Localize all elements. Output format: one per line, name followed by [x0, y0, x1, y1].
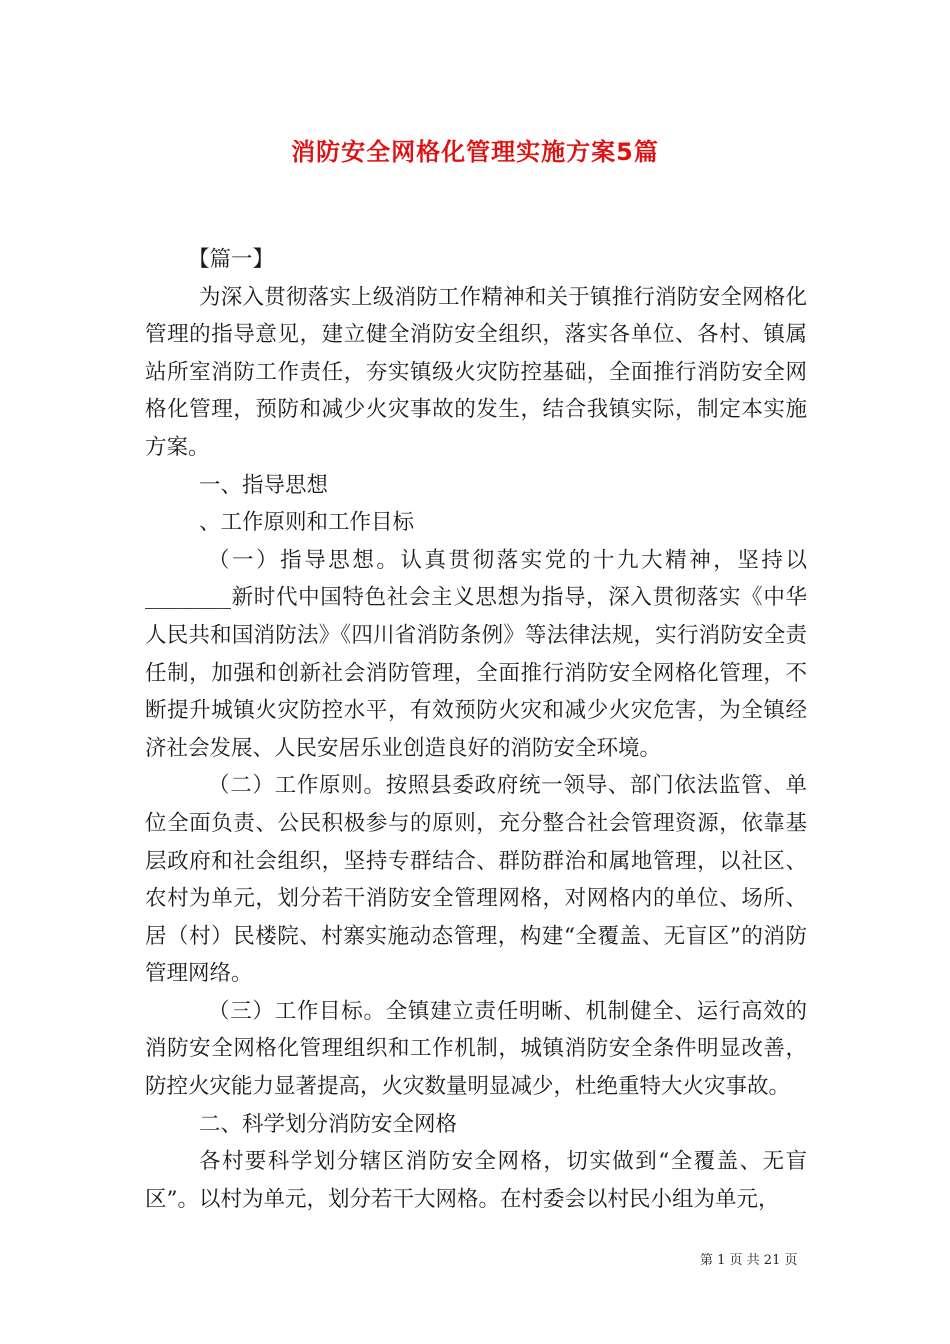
- document-title: 消防安全网格化管理实施方案5篇: [291, 138, 659, 166]
- paragraph: 二、科学划分消防安全网格: [199, 1111, 458, 1137]
- paragraph: （三）工作目标。全镇建立责任明晰、机制健全、运行高效的消防安全网格化管理组织和工作机制，城镇消防安全条件明显改善，防控火灾能力显著提高，火灾数量明显减少，杜绝重特大火灾事故。: [145, 998, 807, 1100]
- page-footer: 第 1 页 共 21 页: [700, 1253, 798, 1268]
- paragraph: 为深入贯彻落实上级消防工作精神和关于镇推行消防安全网格化管理的指导意见，建立健全消防安全组织，落实各单位、各村、镇属站所室消防工作责任，夯实镇级火灾防控基础，全面推行消防安全网格化管理，预防和减少火灾事故的发生，结合我镇实际，制定本实施方案。: [145, 284, 807, 460]
- paragraph: 各村要科学划分辖区消防安全网格，切实做到“全覆盖、无盲区”。以村为单元，划分若干大网格。在村委会以村民小组为单元，: [145, 1149, 807, 1212]
- paragraph: （一）指导思想。认真贯彻落实党的十九大精神，坚持以________新时代中国特色社会主义思想为指导，深入贯彻落实《中华人民共和国消防法》《四川省消防条例》等法律法规，实行消防安全责任制，加强和创新社会消防管理，全面推行消防安全网格化管理，不断提升城镇火灾防控水平，有效预防火灾和减少火灾危害，为全镇经济社会发展、人民安居乐业创造良好的消防安全环境。: [145, 547, 807, 761]
- paragraph: 【篇一】: [188, 247, 275, 272]
- document-body: [145, 241, 807, 1218]
- paragraph: 一、指导思想: [199, 472, 329, 498]
- paragraph: 、工作原则和工作目标: [199, 510, 415, 536]
- paragraph: （二）工作原则。按照县委政府统一领导、部门依法监管、单位全面负责、公民积极参与的原则，充分整合社会管理资源，依靠基层政府和社会组织，坚持专群结合、群防群治和属地管理，以社区、农村为单元，划分若干消防安全管理网格，对网格内的单位、场所、居（村）民楼院、村寨实施动态管理，构建“全覆盖、无盲区”的消防管理网络。: [145, 773, 807, 987]
